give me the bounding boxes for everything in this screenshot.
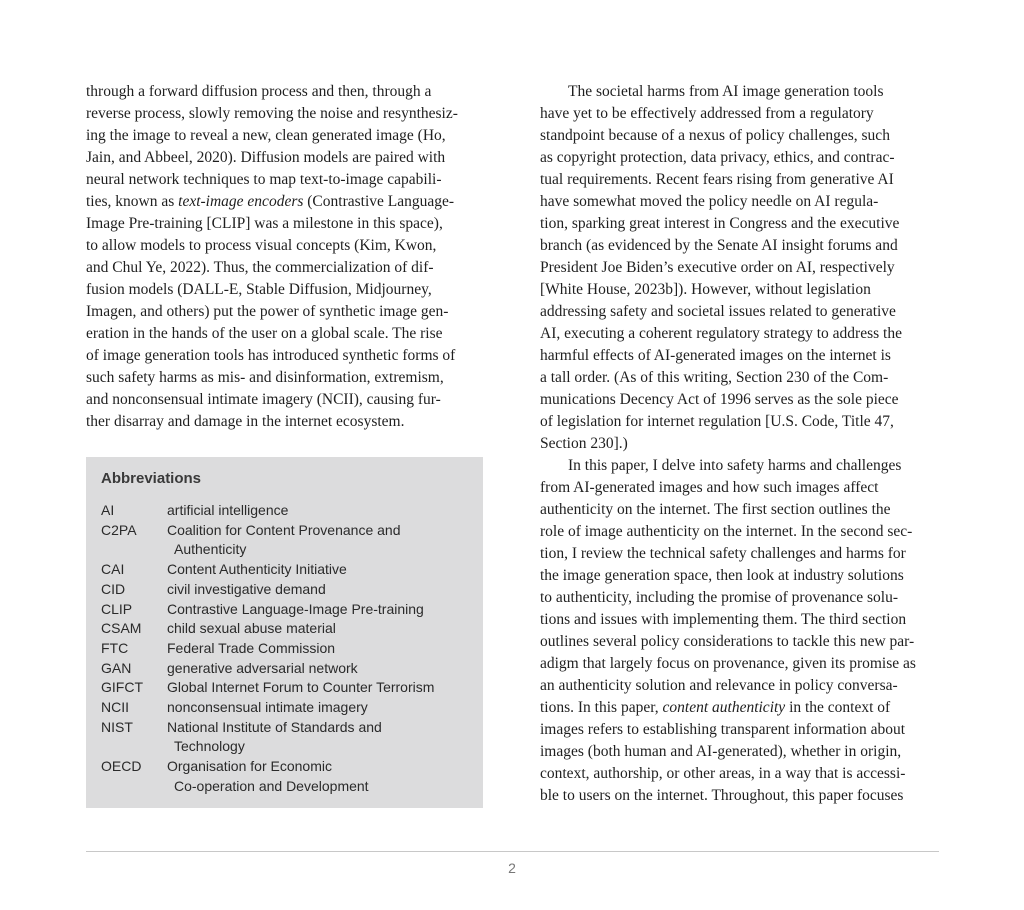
left-paragraph — [86, 81, 484, 433]
text-line: as copyright protection, data privacy, ethics, and contrac- — [540, 149, 895, 166]
definition-continuation: Authenticity — [174, 541, 247, 558]
text-line: outlines several policy considerations to tackle this new par- — [540, 633, 915, 650]
text-line: harmful effects of AI-generated images on the internet is — [540, 347, 891, 364]
right-paragraph-2 — [540, 455, 938, 807]
text-line: adigm that largely focus on provenance, given its promise as — [540, 655, 916, 672]
text-line: tion, sparking great interest in Congress and the executive — [540, 215, 900, 232]
abbreviation-term: CID — [101, 580, 126, 597]
page-number: 2 — [508, 860, 516, 876]
text-line: such safety harms as mis- and disinformation, extremism, — [86, 369, 444, 386]
text-line: a tall order. (As of this writing, Section 230 of the Com- — [540, 369, 889, 386]
definition-text: Federal Trade Commission — [167, 639, 336, 656]
definition-text: Content Authenticity Initiative — [167, 561, 347, 578]
text-line: eration in the hands of the user on a global scale. The rise — [86, 325, 443, 342]
text-line: have somewhat moved the policy needle on AI regula- — [540, 193, 879, 210]
abbreviation-term: CAI — [101, 561, 125, 578]
abbreviation-definition — [167, 521, 469, 560]
text-line: context, authorship, or other areas, in a way that is accessi- — [540, 765, 906, 782]
abbreviation-term: CLIP — [101, 600, 133, 617]
text-line: to allow models to process visual concepts (Kim, Kwon, — [86, 237, 437, 254]
text-line: through a forward diffusion process and then, through a — [86, 83, 432, 100]
abbreviation-row — [101, 600, 469, 620]
left-column — [86, 81, 484, 433]
text-line: tual requirements. Recent fears rising from generative AI — [540, 171, 894, 188]
definition-text: civil investigative demand — [167, 580, 326, 597]
definition-text: child sexual abuse material — [167, 620, 336, 637]
right-column — [540, 81, 938, 807]
abbreviation-definition — [167, 600, 469, 620]
text-line: of image generation tools has introduced synthetic forms of — [86, 347, 456, 364]
text-run: ties, known as — [86, 193, 179, 210]
definition-text: Coalition for Content Provenance and — [167, 521, 401, 538]
text-line: tions and issues with implementing them. The third section — [540, 611, 907, 628]
definition-text: nonconsensual intimate imagery — [167, 699, 368, 716]
footer-divider — [86, 851, 939, 852]
text-line: [White House, 2023b]). However, without legislation — [540, 281, 871, 298]
text-line: tion, I review the technical safety challenges and harms for — [540, 545, 906, 562]
abbreviation-definition — [167, 501, 469, 521]
text-line: President Joe Biden’s executive order on AI, respectively — [540, 259, 895, 276]
text-line: Image Pre-training [CLIP] was a milestone in this space), — [86, 215, 443, 232]
text-line: Jain, and Abbeel, 2020). Diffusion models are paired with — [86, 149, 446, 166]
abbreviation-definition — [167, 580, 469, 600]
definition-continuation: Technology — [174, 738, 245, 755]
text-line: In this paper, I delve into safety harms and challenges — [568, 457, 902, 474]
text-line: ing the image to reveal a new, clean generated image (Ho, — [86, 127, 446, 144]
text-line: images refers to establishing transparent information about — [540, 721, 906, 738]
definition-text: National Institute of Standards and — [167, 718, 382, 735]
right-paragraph-1 — [540, 81, 938, 455]
abbreviation-term: GAN — [101, 659, 132, 676]
definition-text: artificial intelligence — [167, 502, 289, 518]
text-line: authenticity on the internet. The first section outlines the — [540, 501, 891, 518]
text-run: (Contrastive Language- — [303, 193, 455, 210]
abbreviation-row — [101, 521, 469, 560]
text-line: addressing safety and societal issues related to generative — [540, 303, 896, 320]
abbreviation-row — [101, 718, 469, 757]
abbreviations-list — [101, 501, 469, 797]
text-line: the image generation space, then look at industry solutions — [540, 567, 904, 584]
abbreviation-row — [101, 501, 469, 521]
abbreviation-definition — [167, 698, 469, 718]
text-line: images (both human and AI-generated), whether in origin, — [540, 743, 902, 760]
abbreviations-title: Abbreviations — [101, 470, 202, 487]
abbreviation-term: CSAM — [101, 620, 142, 637]
abbreviation-term: NCII — [101, 699, 129, 716]
emphasized-term: text-image encoders — [178, 193, 304, 210]
abbreviation-definition — [167, 560, 469, 580]
definition-text: Global Internet Forum to Counter Terrorism — [167, 679, 435, 696]
text-line: reverse process, slowly removing the noise and resynthesiz- — [86, 105, 458, 122]
abbreviation-definition — [167, 659, 469, 679]
definition-text: Contrastive Language-Image Pre-training — [167, 600, 424, 617]
abbreviation-row — [101, 639, 469, 659]
text-line: and Chul Ye, 2022). Thus, the commercialization of dif- — [86, 259, 434, 276]
text-line: ble to users on the internet. Throughout, this paper focuses — [540, 787, 904, 804]
abbreviation-row — [101, 698, 469, 718]
text-line: have yet to be effectively addressed from a regulatory — [540, 105, 874, 122]
abbreviation-definition — [167, 757, 469, 796]
abbreviation-term: FTC — [101, 639, 129, 656]
abbreviation-row — [101, 659, 469, 679]
abbreviation-definition — [167, 619, 469, 639]
text-line: and nonconsensual intimate imagery (NCII), causing fur- — [86, 391, 441, 408]
abbreviations-box — [86, 457, 483, 808]
text-line — [86, 191, 484, 213]
text-line: standpoint because of a nexus of policy challenges, such — [540, 127, 890, 144]
text-line: role of image authenticity on the internet. In the second sec- — [540, 523, 913, 540]
abbreviation-row — [101, 619, 469, 639]
text-line: munications Decency Act of 1996 serves as the sole piece — [540, 391, 899, 408]
abbreviation-definition — [167, 639, 469, 659]
abbreviation-definition — [167, 678, 469, 698]
abbreviation-term: C2PA — [101, 521, 137, 538]
abbreviation-row — [101, 580, 469, 600]
abbreviation-term: GIFCT — [101, 679, 143, 696]
text-run: in the context of — [785, 699, 891, 716]
text-line: from AI-generated images and how such images affect — [540, 479, 879, 496]
text-line: The societal harms from AI image generation tools — [568, 83, 884, 100]
abbreviation-term: NIST — [101, 718, 133, 735]
text-line: AI, executing a coherent regulatory strategy to address the — [540, 325, 902, 342]
definition-text: generative adversarial network — [167, 659, 358, 676]
definition-text: Organisation for Economic — [167, 758, 332, 775]
text-line: of legislation for internet regulation [U.S. Code, Title 47, — [540, 413, 894, 430]
text-line: fusion models (DALL-E, Stable Diffusion, Midjourney, — [86, 281, 432, 298]
abbreviation-term: AI — [101, 502, 115, 518]
text-line: neural network techniques to map text-to-image capabili- — [86, 171, 442, 188]
text-line: Imagen, and others) put the power of synthetic image gen- — [86, 303, 449, 320]
text-line: an authenticity solution and relevance in policy conversa- — [540, 677, 898, 694]
abbreviation-definition — [167, 718, 469, 757]
text-line: ther disarray and damage in the internet ecosystem. — [86, 413, 405, 430]
abbreviation-row — [101, 560, 469, 580]
emphasized-term: content authenticity — [662, 699, 786, 716]
definition-continuation: Co-operation and Development — [174, 777, 369, 794]
text-line — [540, 697, 938, 719]
text-line: branch (as evidenced by the Senate AI insight forums and — [540, 237, 898, 254]
text-line: to authenticity, including the promise of provenance solu- — [540, 589, 898, 606]
abbreviation-row — [101, 757, 469, 796]
abbreviation-row — [101, 678, 469, 698]
abbreviation-term: OECD — [101, 758, 142, 775]
text-line: Section 230].) — [540, 435, 628, 452]
text-run: tions. In this paper, — [540, 699, 663, 716]
